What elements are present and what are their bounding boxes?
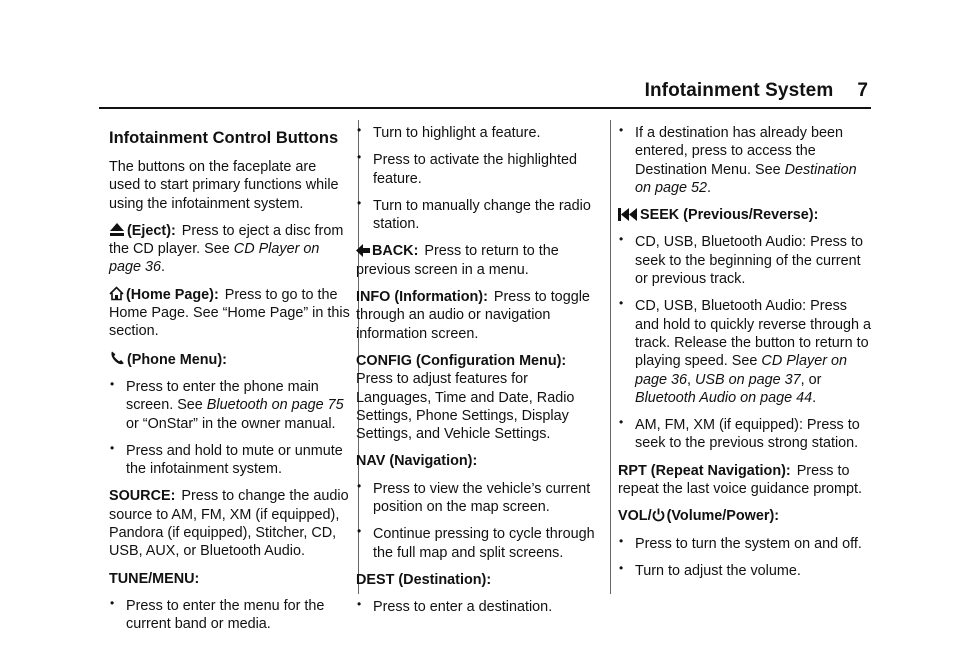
home-icon (109, 286, 124, 301)
page-number: 7 (857, 80, 868, 101)
tune-heading (109, 570, 351, 588)
bluetooth-audio-link[interactable]: Bluetooth Audio on page 44 (635, 389, 813, 406)
list-item: • Continue pressing to cycle through the full map and split screens. (356, 525, 604, 562)
list-item: • Turn to highlight a feature. (356, 124, 604, 142)
seek-label: SEEK (Previous/Reverse): (640, 207, 819, 224)
phone-heading (109, 350, 351, 369)
eject-label: (Eject): (127, 222, 176, 239)
eject-link[interactable]: CD Player on page 36 (109, 241, 320, 276)
seek-heading (618, 206, 874, 224)
list-item: • If a destination has already been entered, press to access the Destination Menu. See Destination on page 52. (618, 124, 874, 197)
phone-icon (109, 350, 125, 366)
config-paragraph (356, 352, 604, 443)
info-text: Press to toggle through an audio or navigation information screen. (356, 289, 590, 342)
dest-heading (356, 571, 604, 589)
home-label: (Home Page): (126, 286, 219, 303)
info-paragraph (356, 288, 604, 343)
source-paragraph (109, 487, 351, 560)
usb-link[interactable]: USB on page 37 (695, 371, 801, 388)
cd-player-link[interactable]: CD Player on page 36 (635, 353, 847, 388)
list-item: • CD, USB, Bluetooth Audio: Press and hold to quickly reverse through a track. Release the button to return to playing speed. See CD Player on page 36, USB on page 37, or Bluetooth Audio on page 44. (618, 297, 874, 407)
eject-paragraph: (Eject): Press to eject a disc from the CD player. See CD Player on page 36. (109, 222, 344, 276)
rpt-text: Press to repeat the last voice guidance prompt. (618, 462, 862, 498)
bluetooth-link[interactable]: Bluetooth on page 75 (206, 397, 344, 414)
home-text: Press to go to the Home Page. See “Home Page” in this section. (109, 286, 350, 340)
list-item: • Press to enter the menu for the current band or media. (109, 597, 351, 634)
section-title: Infotainment System (644, 80, 834, 101)
list-item: • Press to turn the system on and off. (618, 535, 874, 553)
list-item: • Press and hold to mute or unmute the infotainment system. (109, 442, 351, 479)
source-text: Press to change the audio source to AM, FM, XM (if equipped), Pandora (if equipped), Stitcher, CD, USB, AUX, or Bluetooth Audio. (109, 488, 349, 560)
list-item: • Turn to manually change the radio station. (356, 197, 604, 234)
dest-label: DEST (Destination): (356, 571, 492, 588)
intro-paragraph: The buttons on the faceplate are used to start primary functions while using the infotainment system. (109, 159, 339, 212)
config-label: CONFIG (Configuration Menu): (356, 352, 567, 369)
column-2 (356, 124, 604, 626)
config-text: Press to adjust features for Languages, Time and Date, Radio Settings, Phone Settings, Display Settings, and Vehicle Settings. (356, 371, 575, 443)
list-item: • AM, FM, XM (if equipped): Press to seek to the previous strong station. (618, 416, 874, 453)
seek-reverse-icon (618, 208, 638, 221)
section-heading: Infotainment Control Buttons (109, 129, 339, 147)
nav-label: NAV (Navigation): (356, 453, 478, 470)
column-1 (109, 122, 351, 643)
list-item: • Turn to adjust the volume. (618, 562, 874, 580)
phone-label: (Phone Menu): (127, 351, 227, 368)
eject-text: Press to eject a disc from the CD player. See (109, 222, 344, 258)
vol-heading (618, 507, 874, 525)
nav-heading (356, 452, 604, 470)
page-header (645, 80, 868, 102)
vol-label-post: (Volume/Power): (666, 508, 780, 525)
back-text: Press to return to the previous screen in a menu. (356, 243, 559, 278)
rpt-label: RPT (Repeat Navigation): (618, 462, 791, 479)
back-arrow-icon (356, 244, 370, 257)
home-paragraph (109, 286, 351, 341)
list-item: • CD, USB, Bluetooth Audio: Press to seek to the beginning of the current or previous track. (618, 233, 874, 288)
destination-link[interactable]: Destination on page 52 (635, 161, 857, 196)
source-label: SOURCE: (109, 488, 176, 505)
vol-label-pre: VOL/ (618, 508, 652, 525)
eject-icon (109, 222, 125, 237)
power-icon (652, 508, 665, 522)
list-item: • Press to enter the phone main screen. See Bluetooth on page 75 or “OnStar” in the owner manual. (109, 378, 351, 433)
list-item: • Press to view the vehicle’s current position on the map screen. (356, 480, 604, 517)
tune-label: TUNE/MENU: (109, 570, 200, 587)
back-paragraph (356, 242, 604, 279)
header-rule (99, 107, 871, 109)
back-label: BACK: (372, 243, 419, 260)
rpt-paragraph (618, 462, 874, 499)
info-label: INFO (Information): (356, 289, 488, 306)
column-divider-2 (610, 120, 611, 594)
list-item: • Press to enter a destination. (356, 598, 604, 616)
list-item: • Press to activate the highlighted feature. (356, 151, 604, 188)
column-3 (618, 124, 874, 589)
